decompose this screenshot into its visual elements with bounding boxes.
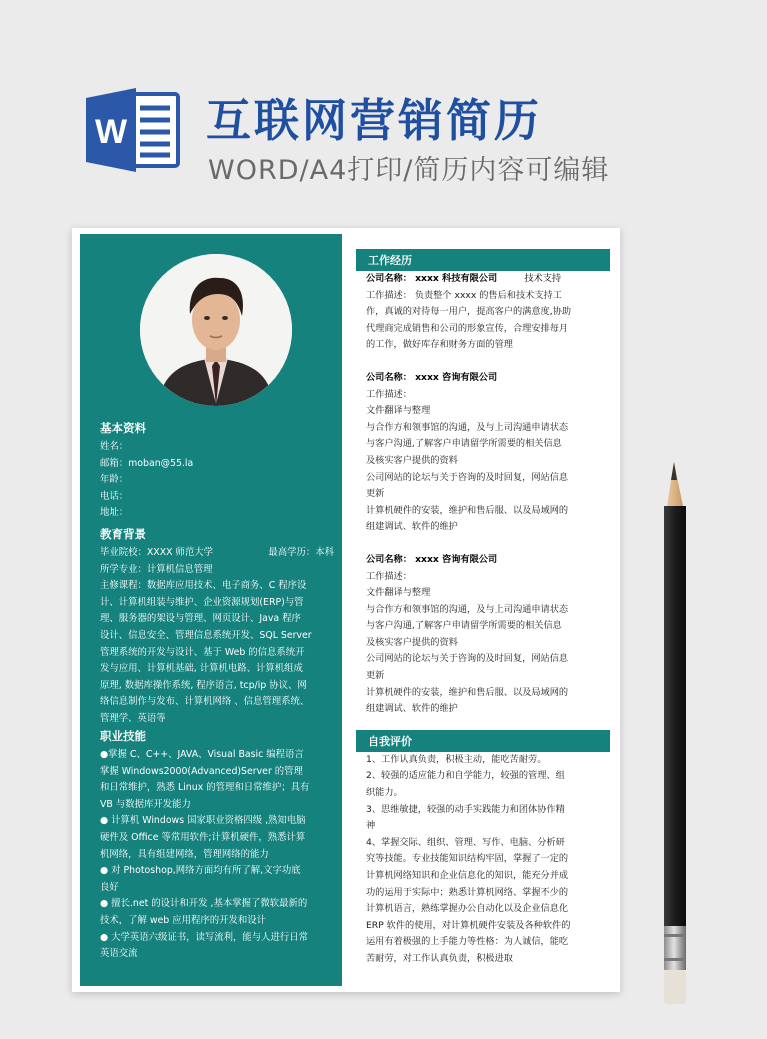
job-line: 更新 bbox=[366, 488, 385, 500]
word-logo-icon bbox=[86, 88, 182, 172]
work-heading-bar: 工作经历 bbox=[356, 249, 610, 271]
skill-line: ● 对 Photoshop,网络方面均有所了解,文字功底 bbox=[100, 865, 301, 877]
school-name: 毕业院校：XXXX 师范大学 bbox=[100, 547, 214, 558]
self-eval-line: 究等技能。专业技能知识结构牢固，掌握了一定的 bbox=[366, 853, 569, 865]
company-name: 公司名称： xxxx 科技有限公司 bbox=[366, 273, 498, 284]
job-line: 更新 bbox=[366, 670, 385, 682]
age-line: 年龄： bbox=[100, 474, 129, 486]
resume-sheet bbox=[72, 228, 620, 992]
skill-line: ● 大学英语六级证书，读写流利，能与人进行日常 bbox=[100, 931, 309, 943]
sidebar bbox=[80, 234, 342, 986]
job-line: 作，真诚的对待每一用户，提高客户的满意度,协助 bbox=[366, 306, 572, 318]
job-entry bbox=[356, 370, 610, 536]
profile-photo bbox=[140, 254, 292, 406]
job-line: 公司网站的论坛与关于咨询的及时回复，网站信息 bbox=[366, 653, 569, 665]
skill-line: ●掌握 C、C++、JAVA、Visual Basic 编程语言 bbox=[100, 749, 304, 760]
skill-line: 英语交流 bbox=[100, 948, 138, 960]
self-eval-line: 神 bbox=[366, 820, 376, 832]
job-line: 计算机硬件的安装，维护和售后服、以及局域网的 bbox=[366, 686, 569, 698]
page-subtitle: WORD/A4打印/简历内容可编辑 bbox=[208, 155, 610, 186]
job-line: 与合作方和领事馆的沟通，及与上司沟通申请状态 bbox=[366, 421, 569, 433]
job-company: 公司名称： xxxx 咨询有限公司 bbox=[366, 553, 498, 565]
education-section bbox=[100, 526, 334, 728]
education-heading: 教育背景 bbox=[100, 527, 146, 541]
job-line: 及核实客户提供的资料 bbox=[366, 454, 458, 466]
job-line: 与客户沟通,了解客户申请留学所需要的相关信息 bbox=[366, 438, 562, 450]
job-line: 组建调试、软件的维护 bbox=[366, 703, 458, 715]
skill-line: ● 擅长.net 的设计和开发 ,基本掌握了微软最新的 bbox=[100, 898, 308, 910]
self-eval-line: 3、思维敏捷，较强的动手实践能力和团体协作精 bbox=[366, 803, 565, 815]
degree: 最高学历：本科 bbox=[268, 547, 334, 558]
job-line: 与合作方和领事馆的沟通，及与上司沟通申请状态 bbox=[366, 603, 569, 615]
job-line: 计算机硬件的安装，维护和售后服、以及局域网的 bbox=[366, 504, 569, 516]
job-company bbox=[356, 271, 610, 288]
page-title: 互联网营销简历 bbox=[206, 94, 543, 147]
education-line: 设计、信息安全、管理信息系统开发、SQL Server bbox=[100, 629, 312, 641]
main-column bbox=[356, 234, 610, 968]
basic-info-section bbox=[100, 420, 334, 522]
word-logo-letter: W bbox=[94, 113, 128, 151]
self-eval-line: 4、掌握交际、组织、管理、写作、电脑、分析研 bbox=[366, 836, 565, 848]
skill-line: 掌握 Windows2000(Advanced)Server 的管理 bbox=[100, 765, 303, 777]
job-line: 代理商完成销售和公司的形象宣传，合理安排每月 bbox=[366, 322, 569, 334]
education-line: 原理, 数据库操作系统, 程序语言, tcp/ip 协议、网 bbox=[100, 679, 307, 691]
portrait-image bbox=[140, 254, 292, 406]
email-line: 邮箱：moban@55.la bbox=[100, 457, 194, 469]
job-line: 的工作，做好库存和财务方面的管理 bbox=[366, 339, 513, 351]
job-company: 公司名称： xxxx 咨询有限公司 bbox=[366, 371, 498, 383]
name-line: 姓名： bbox=[100, 441, 129, 452]
skills-heading: 职业技能 bbox=[100, 729, 146, 743]
skill-line: 技术，了解 web 应用程序的开发和设计 bbox=[100, 914, 266, 926]
skill-line: VB 与数据库开发能力 bbox=[100, 798, 191, 810]
skill-line: ● 计算机 Windows 国家职业资格四级 ,熟知电脑 bbox=[100, 815, 306, 827]
skill-line: 和日常维护，熟悉 Linux 的管理和日常维护；具有 bbox=[100, 782, 310, 794]
job-entry bbox=[356, 271, 610, 354]
education-line: 主修课程：数据库应用技术、电子商务、C 程序设 bbox=[100, 580, 307, 592]
self-eval-line: 苦耐劳，对工作认真负责，积极进取 bbox=[366, 952, 513, 964]
job-line: 文件翻译与整理 bbox=[366, 587, 431, 599]
self-eval-line: 计算机网络知识和企业信息化的知识，能充分并成 bbox=[366, 870, 569, 881]
self-eval-line: 2、较强的适应能力和自学能力，较强的管理、组 bbox=[366, 770, 565, 782]
job-line: 公司网站的论坛与关于咨询的及时回复，网站信息 bbox=[366, 471, 569, 483]
phone-line: 电话： bbox=[100, 490, 129, 502]
skill-line: 硬件及 Office 等常用软件;计算机硬件，熟悉计算 bbox=[100, 831, 306, 843]
job-line: 工作描述： bbox=[366, 570, 412, 582]
self-eval-section bbox=[356, 752, 610, 968]
job-line: 及核实客户提供的资料 bbox=[366, 636, 458, 648]
education-line: 管理学、英语等 bbox=[100, 712, 166, 724]
education-line: 计、计算机组装与维护、企业资源规划(ERP)与管 bbox=[100, 596, 304, 608]
self-eval-line: 织能力。 bbox=[366, 787, 403, 799]
basic-info-heading: 基本资料 bbox=[100, 421, 146, 435]
job-role: 技术支持 bbox=[524, 273, 562, 284]
skills-section bbox=[100, 728, 334, 963]
job-line: 组建调试、软件的维护 bbox=[366, 521, 458, 533]
self-eval-line: 运用有着极强的上手能力等性格：为人诚信，能吃 bbox=[366, 936, 569, 948]
skill-line: 机网络，具有组建网络，管理网络的能力 bbox=[100, 848, 269, 860]
skill-line: 良好 bbox=[100, 881, 119, 893]
job-line: 与客户沟通,了解客户申请留学所需要的相关信息 bbox=[366, 620, 562, 632]
self-eval-heading-bar: 自我评价 bbox=[356, 730, 610, 752]
pencil-icon bbox=[652, 462, 698, 1022]
education-line: 所学专业：计算机信息管理 bbox=[100, 563, 213, 575]
education-line: 理、服务器的架设与管理、网页设计、Java 程序 bbox=[100, 613, 301, 625]
education-line: 管理系统的开发与设计、基于 Web 的信息系统开 bbox=[100, 646, 305, 658]
self-eval-line: 功的运用于实际中；熟悉计算机网络、掌握不少的 bbox=[366, 886, 569, 898]
job-entry bbox=[356, 552, 610, 718]
job-line: 工作描述： bbox=[366, 388, 412, 400]
self-eval-line: 1、工作认真负责，积极主动，能吃苦耐劳。 bbox=[366, 753, 547, 765]
job-line: 工作描述： 负责整个 xxxx 的售后和技术支持工 bbox=[366, 289, 562, 301]
education-line: 发与应用、计算机基础, 计算机电路、计算机组成 bbox=[100, 663, 303, 675]
address-line: 地址： bbox=[100, 507, 129, 519]
education-line: 络信息制作与发布、计算机网络 、信息管理系统、 bbox=[100, 696, 310, 708]
school-row bbox=[100, 545, 334, 562]
job-line: 文件翻译与整理 bbox=[366, 405, 431, 417]
self-eval-line: ERP 软件的使用，对计算机硬件安装及各种软件的 bbox=[366, 919, 571, 931]
self-eval-line: 计算机语言，熟练掌握办公自动化以及企业信息化 bbox=[366, 903, 569, 915]
